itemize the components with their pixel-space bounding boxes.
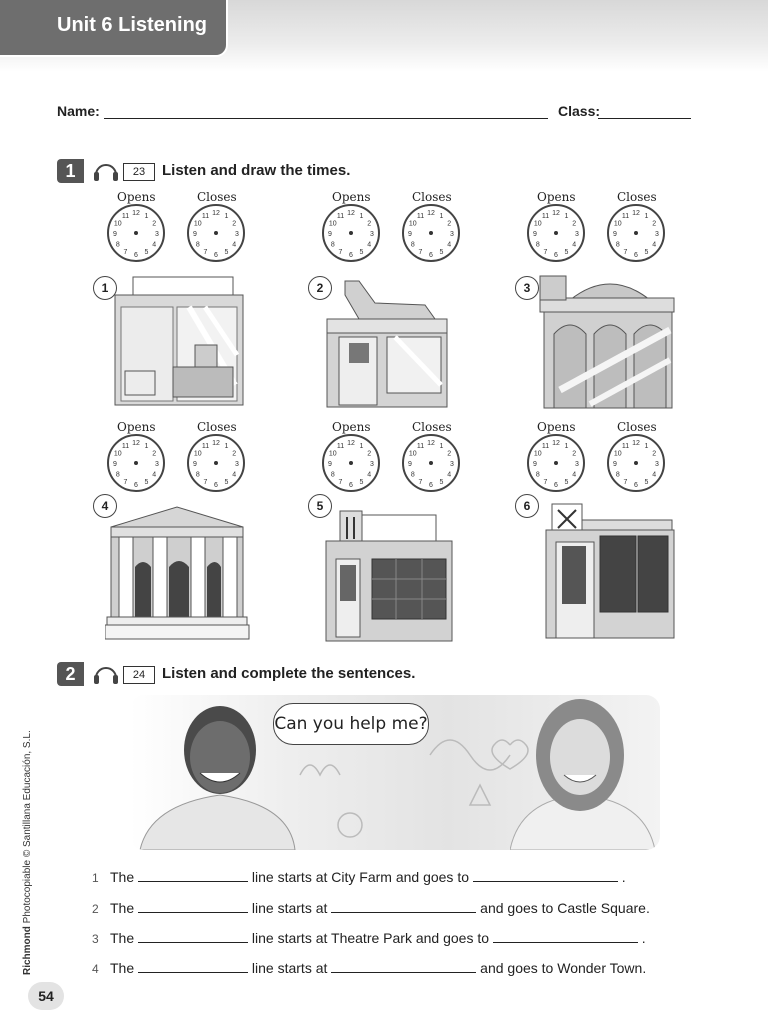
clock-numeral: 2 — [447, 220, 452, 228]
clock-numeral: 12 — [552, 440, 560, 447]
clock-numeral: 3 — [575, 461, 579, 468]
clock-numeral: 6 — [429, 482, 433, 489]
clock-numeral: 6 — [554, 252, 558, 259]
closes-label: Closes — [197, 420, 237, 434]
clock-numeral: 8 — [615, 241, 620, 249]
clock-numeral: 11 — [201, 442, 210, 450]
clock-numeral: 9 — [533, 231, 537, 238]
clock-numeral: 8 — [535, 241, 540, 249]
clock-numeral: 5 — [144, 479, 149, 487]
name-label: Name: — [57, 103, 100, 119]
clock-numeral: 6 — [214, 482, 218, 489]
clock-numeral: 6 — [134, 252, 138, 259]
clock-numeral: 1 — [439, 442, 444, 450]
closes-label: Closes — [412, 420, 452, 434]
clock-numeral: 9 — [193, 461, 197, 468]
clock-numeral: 12 — [212, 440, 220, 447]
clock-pair — [320, 190, 470, 258]
clock-numeral: 11 — [336, 212, 345, 220]
clock-numeral: 2 — [447, 450, 452, 458]
hairdresser-icon — [542, 502, 677, 642]
sentence-1 — [92, 869, 626, 885]
clock-numeral: 1 — [564, 442, 569, 450]
clock-numeral: 12 — [632, 440, 640, 447]
clock-pair — [525, 420, 675, 488]
clock-pair — [105, 420, 255, 488]
clock-numeral: 4 — [367, 241, 372, 249]
clock-numeral: 1 — [359, 212, 364, 220]
clock-numeral: 4 — [572, 241, 577, 249]
clock-numeral: 2 — [232, 450, 237, 458]
opens-label: Opens — [332, 190, 371, 204]
museum-icon — [105, 505, 250, 643]
answer-blank[interactable] — [493, 930, 638, 943]
clock-numeral: 9 — [613, 231, 617, 238]
sentence-text: line starts at City Farm and goes to — [251, 869, 469, 885]
closes-clock[interactable] — [605, 432, 667, 494]
clock-numeral: 8 — [115, 471, 120, 479]
clock-numeral: 5 — [359, 479, 364, 487]
clock-numeral: 10 — [408, 450, 417, 458]
clock-numeral: 6 — [349, 252, 353, 259]
clock-numeral: 12 — [552, 210, 560, 217]
clock-numeral: 12 — [132, 440, 140, 447]
clock-numeral: 5 — [439, 479, 444, 487]
clock-numeral: 12 — [347, 210, 355, 217]
clock-numeral: 3 — [655, 461, 659, 468]
clock-numeral: 9 — [328, 461, 332, 468]
clock-numeral: 9 — [533, 461, 537, 468]
sentence-text: . — [641, 930, 646, 946]
closes-clock[interactable] — [400, 432, 462, 494]
clock-numeral: 10 — [408, 220, 417, 228]
opens-label: Opens — [332, 420, 371, 434]
clock-numeral: 5 — [644, 249, 649, 257]
clock-numeral: 8 — [330, 471, 335, 479]
exercise-number-badge: 2 — [57, 662, 84, 686]
clock-numeral: 2 — [572, 220, 577, 228]
clock-numeral: 2 — [652, 450, 657, 458]
clock-numeral: 1 — [644, 212, 649, 220]
shoe-shop-icon — [315, 275, 455, 410]
clock-numeral: 11 — [416, 212, 425, 220]
opens-label: Opens — [117, 190, 156, 204]
sentence-text: . — [621, 869, 626, 885]
clock-numeral: 10 — [533, 220, 542, 228]
brand-name: Richmond — [22, 926, 33, 975]
sentence-text: The — [110, 930, 135, 946]
clock-numeral: 1 — [144, 212, 149, 220]
clock-numeral: 3 — [235, 231, 239, 238]
credit-text: Photocopiable © Santillana Educación, S.L. — [22, 730, 33, 924]
clock-numeral: 3 — [655, 231, 659, 238]
page-title: Unit 6 Listening — [57, 14, 207, 36]
clock-numeral: 5 — [144, 249, 149, 257]
clock-numeral: 3 — [575, 231, 579, 238]
sentence-2 — [92, 900, 650, 916]
clock-numeral: 4 — [152, 241, 157, 249]
scene-number: 2 — [308, 276, 332, 300]
clock-numeral: 2 — [152, 220, 157, 228]
clock-numeral: 7 — [203, 479, 208, 487]
clock-numeral: 1 — [144, 442, 149, 450]
clock-numeral: 9 — [613, 461, 617, 468]
clock-numeral: 9 — [408, 231, 412, 238]
supermarket-icon — [105, 275, 245, 410]
clock-numeral: 11 — [121, 212, 130, 220]
clock-numeral: 11 — [621, 212, 630, 220]
clock-numeral: 11 — [621, 442, 630, 450]
copyright-credit — [22, 730, 33, 975]
clock-numeral: 12 — [427, 440, 435, 447]
clock-numeral: 7 — [418, 479, 423, 487]
opens-clock[interactable] — [105, 432, 167, 494]
clock-pair — [525, 190, 675, 258]
scene-number: 5 — [308, 494, 332, 518]
scene-number: 1 — [93, 276, 117, 300]
clock-numeral: 6 — [214, 252, 218, 259]
clock-numeral: 3 — [450, 231, 454, 238]
clock-numeral: 9 — [113, 461, 117, 468]
clock-numeral: 5 — [564, 479, 569, 487]
clock-numeral: 1 — [224, 212, 229, 220]
clock-numeral: 2 — [367, 220, 372, 228]
clock-numeral: 5 — [439, 249, 444, 257]
opens-clock[interactable] — [320, 432, 382, 494]
clock-numeral: 11 — [541, 212, 550, 220]
closes-label: Closes — [412, 190, 452, 204]
clock-numeral: 3 — [450, 461, 454, 468]
clock-numeral: 5 — [224, 249, 229, 257]
clock-numeral: 7 — [623, 479, 628, 487]
clock-numeral: 4 — [232, 471, 237, 479]
clock-numeral: 12 — [132, 210, 140, 217]
clock-numeral: 4 — [652, 241, 657, 249]
clock-numeral: 12 — [632, 210, 640, 217]
clock-numeral: 5 — [359, 249, 364, 257]
clock-numeral: 4 — [152, 471, 157, 479]
clock-numeral: 8 — [195, 241, 200, 249]
sentence-4 — [92, 960, 646, 976]
opens-label: Opens — [537, 190, 576, 204]
clock-numeral: 8 — [115, 241, 120, 249]
closes-clock[interactable] — [605, 202, 667, 264]
scene-number: 6 — [515, 494, 539, 518]
clock-numeral: 11 — [121, 442, 130, 450]
clock-numeral: 10 — [613, 220, 622, 228]
sentence-text: line starts at — [251, 960, 328, 976]
clock-numeral: 7 — [338, 249, 343, 257]
clock-numeral: 1 — [359, 442, 364, 450]
clock-numeral: 5 — [644, 479, 649, 487]
scene-number: 3 — [515, 276, 539, 300]
opens-label: Opens — [537, 420, 576, 434]
clock-numeral: 12 — [347, 440, 355, 447]
clock-numeral: 10 — [328, 220, 337, 228]
clock-numeral: 10 — [113, 220, 122, 228]
name-field[interactable] — [104, 118, 548, 119]
restaurant-icon — [322, 505, 457, 643]
clock-numeral: 8 — [615, 471, 620, 479]
answer-blank[interactable] — [331, 900, 476, 913]
clock-numeral: 7 — [338, 479, 343, 487]
opens-clock[interactable] — [525, 202, 587, 264]
answer-blank[interactable] — [138, 960, 248, 973]
clock-numeral: 2 — [572, 450, 577, 458]
opens-label: Opens — [117, 420, 156, 434]
opens-clock[interactable] — [525, 432, 587, 494]
girl-photo — [510, 695, 660, 850]
closes-label: Closes — [197, 190, 237, 204]
answer-blank[interactable] — [331, 960, 476, 973]
sentence-text: line starts at Theatre Park and goes to — [251, 930, 490, 946]
page-number: 54 — [28, 982, 64, 1010]
sentence-number: 2 — [92, 902, 99, 916]
clock-numeral: 3 — [155, 231, 159, 238]
clock-numeral: 1 — [439, 212, 444, 220]
exercise-number-badge: 1 — [57, 159, 84, 183]
clock-numeral: 1 — [564, 212, 569, 220]
clock-pair — [320, 420, 470, 488]
clock-numeral: 2 — [652, 220, 657, 228]
headphones-icon — [92, 660, 120, 686]
clock-numeral: 2 — [367, 450, 372, 458]
class-label: Class: — [558, 103, 601, 119]
sentence-text: The — [110, 960, 135, 976]
clock-numeral: 10 — [193, 220, 202, 228]
clock-numeral: 7 — [123, 249, 128, 257]
track-number: 24 — [123, 666, 155, 684]
clock-numeral: 4 — [367, 471, 372, 479]
track-number: 23 — [123, 163, 155, 181]
answer-blank[interactable] — [473, 869, 618, 882]
clock-numeral: 6 — [554, 482, 558, 489]
sentence-number: 3 — [92, 932, 99, 946]
closes-clock[interactable] — [185, 432, 247, 494]
clock-numeral: 11 — [541, 442, 550, 450]
clock-numeral: 12 — [212, 210, 220, 217]
clock-numeral: 7 — [623, 249, 628, 257]
clock-numeral: 9 — [193, 231, 197, 238]
sentence-text: The — [110, 869, 135, 885]
clock-numeral: 11 — [416, 442, 425, 450]
clock-numeral: 4 — [572, 471, 577, 479]
clock-numeral: 8 — [410, 471, 415, 479]
clock-pair — [105, 190, 255, 258]
clock-numeral: 6 — [349, 482, 353, 489]
clock-numeral: 4 — [652, 471, 657, 479]
clock-numeral: 10 — [113, 450, 122, 458]
clock-numeral: 4 — [232, 241, 237, 249]
clock-numeral: 11 — [201, 212, 210, 220]
clock-numeral: 3 — [370, 231, 374, 238]
clock-numeral: 7 — [203, 249, 208, 257]
clock-numeral: 10 — [193, 450, 202, 458]
clock-numeral: 1 — [644, 442, 649, 450]
headphones-icon — [92, 157, 120, 183]
opens-clock[interactable] — [105, 202, 167, 264]
sentence-text: and goes to Castle Square. — [480, 900, 650, 916]
clock-numeral: 4 — [447, 241, 452, 249]
sentence-text: and goes to Wonder Town. — [480, 960, 647, 976]
answer-blank[interactable] — [138, 930, 248, 943]
clock-numeral: 5 — [564, 249, 569, 257]
clock-numeral: 10 — [533, 450, 542, 458]
clock-numeral: 6 — [134, 482, 138, 489]
sentence-text: line starts at — [251, 900, 328, 916]
class-field[interactable] — [598, 118, 691, 119]
clock-numeral: 2 — [152, 450, 157, 458]
clock-numeral: 11 — [336, 442, 345, 450]
clock-numeral: 8 — [330, 241, 335, 249]
clock-numeral: 8 — [410, 241, 415, 249]
clock-numeral: 10 — [613, 450, 622, 458]
clock-numeral: 3 — [155, 461, 159, 468]
answer-blank[interactable] — [138, 900, 248, 913]
instruction-2: Listen and complete the sentences. — [162, 665, 416, 682]
clock-numeral: 6 — [429, 252, 433, 259]
closes-clock[interactable] — [185, 202, 247, 264]
clock-numeral: 6 — [634, 482, 638, 489]
clock-numeral: 7 — [543, 249, 548, 257]
clock-numeral: 3 — [235, 461, 239, 468]
sentence-number: 4 — [92, 962, 99, 976]
clock-numeral: 8 — [195, 471, 200, 479]
clock-numeral: 9 — [328, 231, 332, 238]
instruction-1: Listen and draw the times. — [162, 162, 351, 179]
clock-numeral: 3 — [370, 461, 374, 468]
sports-centre-icon — [530, 270, 680, 412]
clock-numeral: 4 — [447, 471, 452, 479]
opens-clock[interactable] — [320, 202, 382, 264]
clock-numeral: 2 — [232, 220, 237, 228]
clock-numeral: 10 — [328, 450, 337, 458]
closes-clock[interactable] — [400, 202, 462, 264]
clock-numeral: 8 — [535, 471, 540, 479]
scene-number: 4 — [93, 494, 117, 518]
sentence-text: The — [110, 900, 135, 916]
sentence-number: 1 — [92, 871, 99, 885]
clock-numeral: 7 — [123, 479, 128, 487]
closes-label: Closes — [617, 190, 657, 204]
speech-bubble: Can you help me? — [273, 703, 429, 745]
clock-numeral: 9 — [113, 231, 117, 238]
clock-numeral: 5 — [224, 479, 229, 487]
closes-label: Closes — [617, 420, 657, 434]
clock-numeral: 1 — [224, 442, 229, 450]
clock-numeral: 6 — [634, 252, 638, 259]
clock-numeral: 7 — [543, 479, 548, 487]
sentence-3 — [92, 930, 646, 946]
clock-numeral: 12 — [427, 210, 435, 217]
clock-numeral: 9 — [408, 461, 412, 468]
answer-blank[interactable] — [138, 869, 248, 882]
clock-numeral: 7 — [418, 249, 423, 257]
